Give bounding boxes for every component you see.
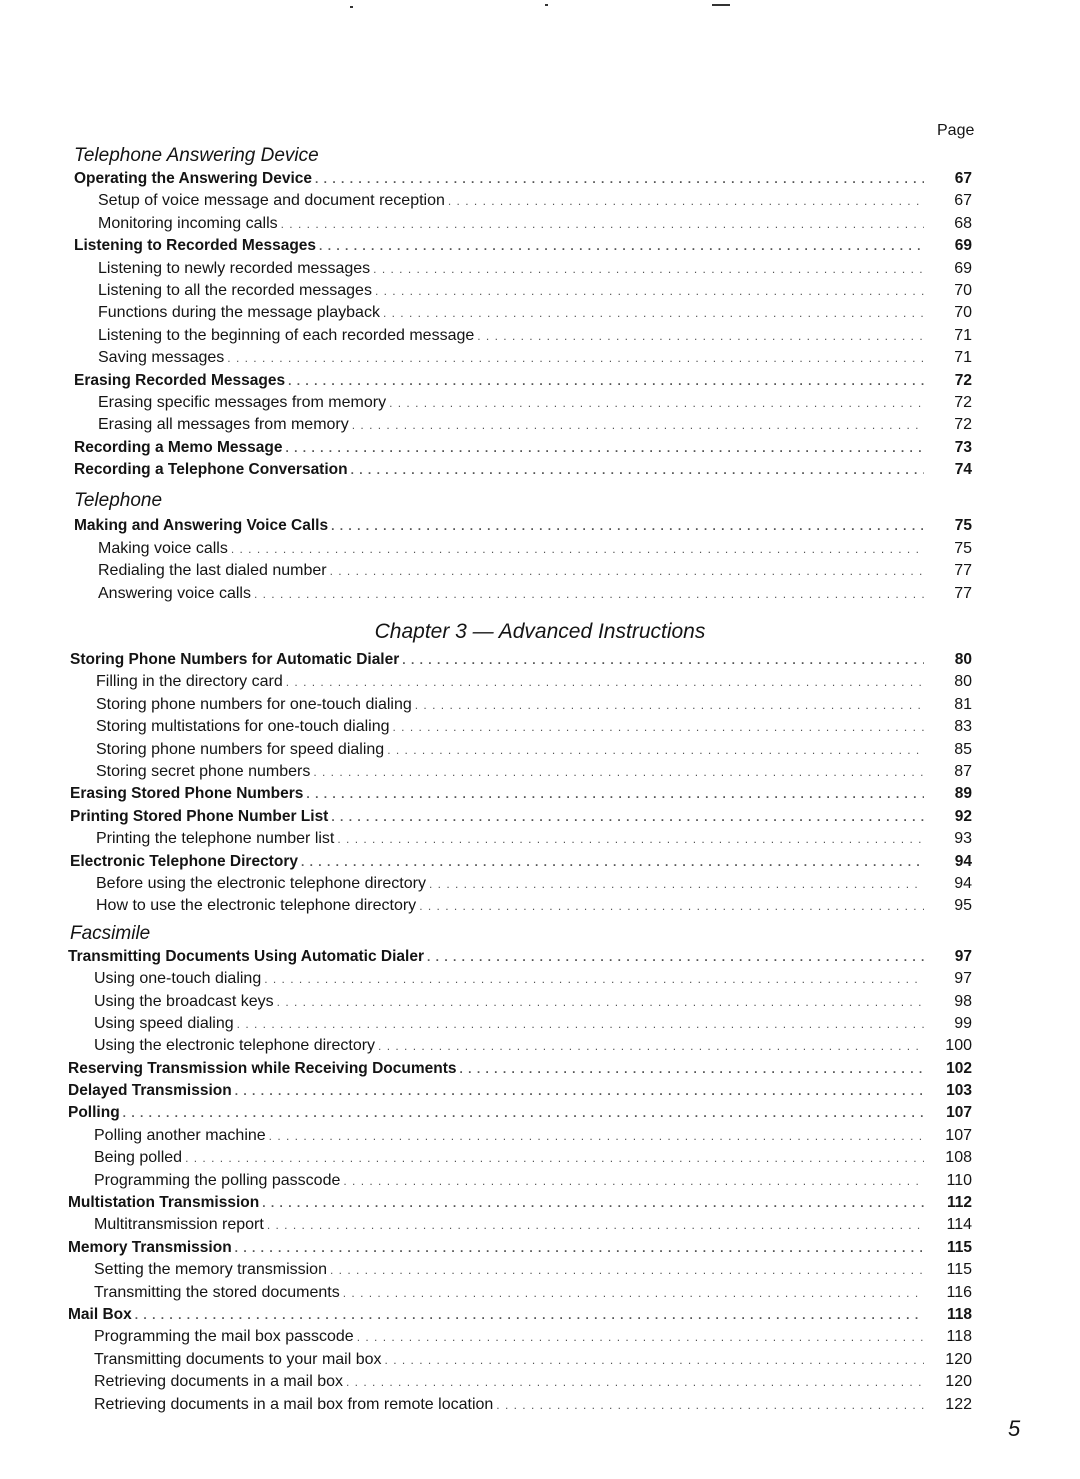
toc-entry-title: Printing the telephone number list: [96, 830, 335, 848]
toc-entry: [96, 671, 972, 693]
toc-entry-page: 77: [954, 584, 972, 602]
toc-entry-title: Multistation Transmission: [68, 1194, 260, 1212]
toc-entry-page: 72: [954, 416, 972, 434]
toc-entry-title: Storing secret phone numbers: [96, 762, 311, 780]
dot-leader: [378, 1035, 924, 1057]
dot-leader: [389, 392, 924, 414]
toc-entry-page: 108: [945, 1149, 972, 1167]
toc-entry: [98, 302, 972, 324]
dot-leader: [415, 694, 924, 716]
toc-entry-title: Polling another machine: [94, 1126, 266, 1144]
toc-entry-title: Erasing specific messages from memory: [98, 393, 387, 411]
toc-entry-title: Answering voice calls: [98, 584, 251, 602]
dot-leader: [357, 1326, 924, 1348]
toc-entry-page: 116: [946, 1283, 972, 1301]
dot-leader: [277, 991, 924, 1013]
toc-entry-title: Using the electronic telephone directory: [94, 1037, 376, 1055]
toc-entry-page: 75: [954, 539, 972, 557]
dot-leader: [352, 414, 924, 436]
dot-leader: [306, 783, 924, 805]
toc-entry-page: 74: [954, 461, 972, 479]
toc-entry-page: 120: [945, 1350, 972, 1368]
toc-entry-page: 118: [946, 1328, 972, 1346]
toc-entry-page: 80: [954, 673, 972, 691]
toc-entry-page: 70: [954, 304, 972, 322]
dot-leader: [123, 1102, 924, 1124]
toc-entry-title: Functions during the message playback: [98, 304, 380, 322]
toc-entry: [94, 1259, 972, 1281]
dot-leader: [385, 1349, 924, 1371]
dot-leader: [331, 515, 924, 537]
toc-entry-page: 81: [954, 695, 972, 713]
dot-leader: [383, 302, 924, 324]
toc-entry: [94, 968, 972, 990]
toc-entry-title: Storing Phone Numbers for Automatic Dialer: [70, 651, 400, 669]
toc-entry: [94, 1394, 972, 1416]
toc-entry: [94, 1214, 972, 1236]
dot-leader: [429, 873, 924, 895]
toc-entry-title: Erasing Stored Phone Numbers: [70, 785, 304, 803]
dot-leader: [313, 761, 924, 783]
toc-entry-page: 67: [954, 192, 972, 210]
dot-leader: [237, 1013, 924, 1035]
toc-entry: [94, 991, 972, 1013]
toc-entry-page: 110: [946, 1171, 972, 1189]
dot-leader: [269, 1125, 924, 1147]
toc-entry-page: 92: [954, 807, 972, 825]
toc-entry: [94, 1326, 972, 1348]
toc-entry: [96, 828, 972, 850]
toc-entry: [74, 168, 972, 190]
toc-entry-title: Memory Transmission: [68, 1238, 232, 1256]
dot-leader: [343, 1170, 924, 1192]
toc-entry-page: 89: [954, 785, 972, 803]
toc-entry: [68, 1237, 972, 1259]
toc-entry-page: 97: [954, 947, 972, 965]
toc-entry: [68, 1058, 972, 1080]
toc-entry-title: Polling: [68, 1104, 120, 1122]
toc-entry-title: Storing phone numbers for speed dialing: [96, 740, 385, 758]
toc-entry-title: Using speed dialing: [94, 1014, 234, 1032]
toc-entry-page: 75: [954, 517, 972, 535]
toc-entry: [98, 325, 972, 347]
toc-entry: [98, 347, 972, 369]
toc-entry-page: 73: [954, 438, 972, 456]
toc-entry: [96, 761, 972, 783]
toc-entry-page: 85: [954, 740, 972, 758]
toc-entry-page: 118: [946, 1305, 972, 1323]
chapter-heading: Chapter 3 — Advanced Instructions: [374, 620, 706, 644]
page-column-label: Page: [937, 122, 975, 139]
toc-entry-title: Transmitting the stored documents: [94, 1283, 340, 1301]
dot-leader: [496, 1394, 924, 1416]
toc-section-telephone: [0, 489, 1080, 605]
dot-leader: [267, 1214, 924, 1236]
toc-entry-page: 72: [954, 393, 972, 411]
toc-entry: [98, 258, 972, 280]
toc-entry-title: Using the broadcast keys: [94, 992, 274, 1010]
toc-entry-page: 94: [954, 874, 972, 892]
toc-entry: [74, 515, 972, 537]
toc-entry: [70, 783, 972, 805]
toc-entry-title: Filling in the directory card: [96, 673, 283, 691]
toc-section-answering-device: [0, 144, 1080, 481]
toc-entry-title: Recording a Telephone Conversation: [74, 461, 348, 479]
toc-entry: [96, 739, 972, 761]
toc-entry-title: Using one-touch dialing: [94, 970, 262, 988]
toc-entry: [94, 1170, 972, 1192]
toc-entry-title: Multitransmission report: [94, 1216, 264, 1234]
dot-leader: [231, 538, 924, 560]
dot-leader: [343, 1282, 924, 1304]
toc-entry: [70, 806, 972, 828]
toc-entry-page: 100: [945, 1037, 972, 1055]
dot-leader: [315, 168, 924, 190]
toc-entry-title: Operating the Answering Device: [74, 170, 313, 187]
toc-entry-page: 114: [946, 1216, 972, 1234]
toc-entry-page: 67: [954, 170, 972, 187]
toc-entry-title: Making and Answering Voice Calls: [74, 517, 329, 535]
toc-entry: [98, 560, 972, 582]
toc-entry-page: 68: [954, 214, 972, 232]
dot-leader: [286, 671, 924, 693]
toc-entry-page: 103: [946, 1082, 972, 1100]
toc-entry-page: 97: [954, 970, 972, 988]
page-number: 5: [1008, 1416, 1021, 1441]
toc-entry: [74, 437, 972, 459]
toc-entry: [68, 1102, 972, 1124]
dot-leader: [393, 716, 925, 738]
toc-entry-title: Listening to Recorded Messages: [74, 237, 317, 255]
dot-leader: [375, 280, 924, 302]
toc-entry: [96, 873, 972, 895]
toc-entry: [94, 1125, 972, 1147]
dot-leader: [235, 1237, 924, 1259]
toc-section-facsimile: [0, 922, 1080, 1416]
dot-leader: [285, 437, 924, 459]
toc-entry: [94, 1147, 972, 1169]
toc-entry-title: Delayed Transmission: [68, 1082, 232, 1100]
toc-entry-page: 80: [954, 651, 972, 669]
toc-entry: [98, 538, 972, 560]
toc-entry-title: Printing Stored Phone Number List: [70, 807, 329, 825]
dot-leader: [227, 347, 924, 369]
toc-entry-page: 71: [954, 326, 972, 344]
toc-entry-title: Mail Box: [68, 1305, 132, 1323]
dot-leader: [319, 235, 924, 257]
toc-entry: [74, 459, 972, 481]
toc-entry-title: Erasing all messages from memory: [98, 416, 349, 434]
toc-entry-page: 71: [954, 349, 972, 367]
dot-leader: [387, 739, 924, 761]
toc-entry-page: 83: [954, 718, 972, 736]
toc-entry-page: 87: [954, 762, 972, 780]
table-of-contents: [0, 144, 1080, 1416]
toc-entry-page: 115: [946, 1261, 972, 1279]
dot-leader: [459, 1058, 924, 1080]
dot-leader: [135, 1304, 924, 1326]
toc-entry-title: Setting the memory transmission: [94, 1261, 327, 1279]
toc-entry-page: 94: [954, 852, 972, 870]
toc-entry-page: 69: [954, 237, 972, 255]
toc-entry: [94, 1282, 972, 1304]
toc-entry-page: 120: [945, 1373, 972, 1391]
scan-speck: [545, 4, 548, 6]
toc-entry-page: 122: [945, 1395, 972, 1413]
toc-entries: [0, 946, 1080, 1416]
toc-entry-title: Listening to the beginning of each recorded message: [98, 326, 475, 344]
toc-entry: [70, 851, 972, 873]
dot-leader: [330, 560, 924, 582]
toc-entry-page: 69: [954, 259, 972, 277]
toc-entry-title: How to use the electronic telephone directory: [96, 897, 417, 915]
scan-speck: [350, 6, 353, 8]
dot-leader: [281, 213, 924, 235]
toc-entry-page: 72: [954, 371, 972, 389]
toc-entry: [96, 895, 972, 917]
toc-entry: [94, 1371, 972, 1393]
toc-entry: [94, 1035, 972, 1057]
toc-entry-title: Programming the polling passcode: [94, 1171, 341, 1189]
toc-entry-page: 77: [954, 562, 972, 580]
toc-entry: [94, 1013, 972, 1035]
dot-leader: [254, 583, 924, 605]
toc-entry-title: Saving messages: [98, 349, 225, 367]
toc-entry-title: Recording a Memo Message: [74, 438, 283, 456]
section-heading: Telephone Answering Device: [74, 145, 319, 166]
section-heading: Facsimile: [70, 922, 151, 944]
toc-entry-page: 98: [954, 992, 972, 1010]
toc-entry: [96, 716, 972, 738]
dot-leader: [448, 190, 924, 212]
toc-entries: [0, 168, 1080, 481]
toc-entry-title: Listening to all the recorded messages: [98, 281, 372, 299]
dot-leader: [331, 806, 924, 828]
toc-entry-title: Transmitting Documents Using Automatic Dialer: [68, 947, 424, 965]
toc-entry: [68, 1304, 972, 1326]
dot-leader: [427, 946, 924, 968]
toc-entry: [98, 583, 972, 605]
toc-entry: [96, 694, 972, 716]
dot-leader: [346, 1371, 924, 1393]
toc-entry-title: Electronic Telephone Directory: [70, 852, 298, 870]
toc-entry: [98, 190, 972, 212]
dot-leader: [477, 325, 924, 347]
dot-leader: [373, 258, 924, 280]
toc-entry: [68, 946, 972, 968]
toc-entry: [98, 213, 972, 235]
dot-leader: [402, 649, 924, 671]
section-heading: Telephone: [74, 490, 163, 512]
toc-entries: [0, 515, 1080, 605]
toc-entry-title: Reserving Transmission while Receiving Documents: [68, 1059, 457, 1077]
dot-leader: [330, 1259, 924, 1281]
toc-entry: [94, 1349, 972, 1371]
toc-entry-title: Retrieving documents in a mail box from remote location: [94, 1395, 494, 1413]
toc-entry-page: 95: [954, 897, 972, 915]
toc-entry: [98, 280, 972, 302]
toc-entry-page: 70: [954, 281, 972, 299]
toc-entry-title: Programming the mail box passcode: [94, 1328, 354, 1346]
toc-section-chapter-3: [0, 649, 1080, 918]
toc-entry-title: Making voice calls: [98, 539, 228, 557]
toc-entry-page: 93: [954, 830, 972, 848]
toc-entry: [70, 649, 972, 671]
dot-leader: [288, 370, 924, 392]
dot-leader: [337, 828, 924, 850]
toc-entry-title: Redialing the last dialed number: [98, 562, 327, 580]
toc-entry-page: 115: [946, 1238, 972, 1256]
dot-leader: [351, 459, 924, 481]
toc-entry-page: 99: [954, 1014, 972, 1032]
toc-entry-title: Being polled: [94, 1149, 183, 1167]
toc-entry: [68, 1192, 972, 1214]
toc-entry: [98, 414, 972, 436]
dot-leader: [419, 895, 924, 917]
dot-leader: [264, 968, 924, 990]
toc-entry-title: Listening to newly recorded messages: [98, 259, 371, 277]
toc-entry: [98, 392, 972, 414]
toc-entry-title: Before using the electronic telephone directory: [96, 874, 426, 892]
dot-leader: [301, 851, 924, 873]
toc-entry-title: Storing multistations for one-touch dialing: [96, 718, 390, 736]
scan-speck: [712, 4, 730, 6]
dot-leader: [185, 1147, 924, 1169]
toc-entry: [68, 1080, 972, 1102]
toc-entry: [74, 235, 972, 257]
toc-entry-page: 102: [946, 1059, 972, 1077]
toc-entry: [74, 370, 972, 392]
toc-entry-page: 112: [946, 1194, 972, 1212]
toc-entry-title: Storing phone numbers for one-touch dialing: [96, 695, 412, 713]
toc-entry-title: Transmitting documents to your mail box: [94, 1350, 382, 1368]
toc-entries: [0, 649, 1080, 918]
toc-entry-title: Retrieving documents in a mail box: [94, 1373, 344, 1391]
toc-entry-page: 107: [945, 1126, 972, 1144]
toc-entry-title: Monitoring incoming calls: [98, 214, 278, 232]
toc-entry-page: 107: [946, 1104, 972, 1122]
toc-entry-title: Setup of voice message and document reception: [98, 192, 445, 210]
dot-leader: [235, 1080, 924, 1102]
dot-leader: [262, 1192, 924, 1214]
toc-entry-title: Erasing Recorded Messages: [74, 371, 286, 389]
